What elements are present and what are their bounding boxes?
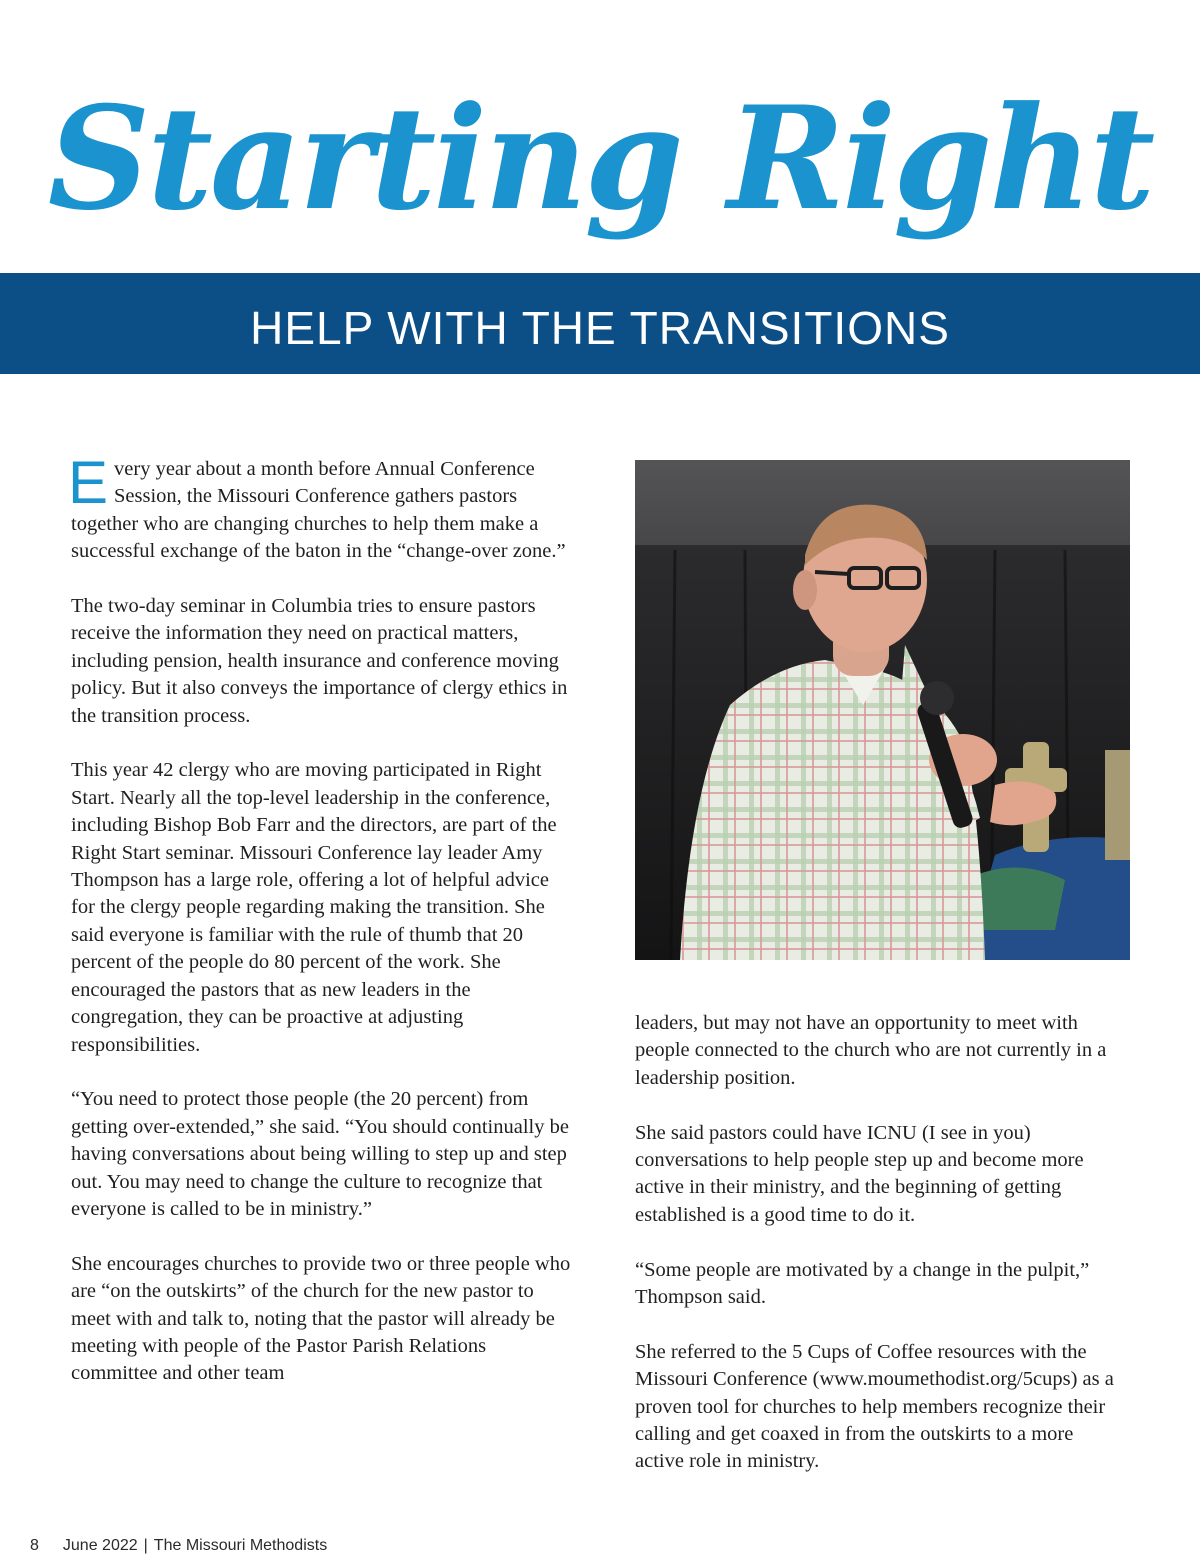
paragraph-text: very year about a month before Annual Conference Session, the Missouri Conference gathers pastors together who are changing churches to help them make a successful exchange of the baton in the “change-over zone.” <box>71 458 566 563</box>
issue-date: June 2022 <box>62 1537 138 1554</box>
page-number: 8 <box>30 1537 39 1554</box>
article-paragraph: This year 42 clergy who are moving participated in Right Start. Nearly all the top-level leadership in the conference, including Bishop Bob Farr and the directors, are part of the Right Start seminar. Missouri Conference lay leader Amy Thompson has a large role, offering a lot of helpful advice for the clergy people regarding making the transition. She said everyone is familiar with the rule of thumb that 20 percent of the people do 80 percent of the work. She encouraged the pastors that as new leaders in the congregation, they can be proactive at adjusting responsibilities. <box>71 759 557 1056</box>
script-title: Starting Right <box>47 76 1153 242</box>
article-paragraph: She referred to the 5 Cups of Coffee resources with the Missouri Conference (www.moumethodist.org/5cups) as a proven tool for churches to help members recognize their calling and get coaxed in from the outskirts to a more active role in ministry. <box>635 1340 1114 1473</box>
article-paragraph: She said pastors could have ICNU (I see in you) conversations to help people step up and become more active in their ministry, and the beginning of getting established is a good time to do it. <box>635 1121 1084 1226</box>
article-paragraph: The two-day seminar in Columbia tries to ensure pastors receive the information they need on practical matters, including pension, health insurance and conference moving policy. But it also conveys the importance of clergy ethics in the transition process. <box>71 595 568 727</box>
article-paragraph: She encourages churches to provide two or three people who are “on the outskirts” of the church for the new pastor to meet with and talk to, noting that the pastor will already be meeting with people of the Pastor Parish Relations committee and other team <box>71 1252 571 1385</box>
footer-separator: | <box>143 1537 148 1554</box>
speaker-photo <box>635 460 1130 960</box>
article-paragraph: leaders, but may not have an opportunity to meet with people connected to the church who are not currently in a leadership position. <box>635 1012 1107 1089</box>
article-column-left <box>68 449 571 1415</box>
publication-name: The Missouri Methodists <box>153 1537 328 1554</box>
banner-title: HELP WITH THE TRANSITIONS <box>250 302 950 354</box>
drop-cap: E <box>68 449 109 516</box>
article-paragraph: “You need to protect those people (the 20 percent) from getting over-extended,” she said. “You should continually be having conversations about being willing to step up and step out. You may need to change the culture to recognize that everyone is called to be in ministry.” <box>71 1088 569 1220</box>
article-paragraph <box>68 449 571 566</box>
speaker-illustration <box>635 460 1130 960</box>
page-footer <box>30 1536 327 1556</box>
article-paragraph: “Some people are motivated by a change in the pulpit,” Thompson said. <box>635 1258 1090 1309</box>
article-column-right <box>635 1010 1125 1503</box>
